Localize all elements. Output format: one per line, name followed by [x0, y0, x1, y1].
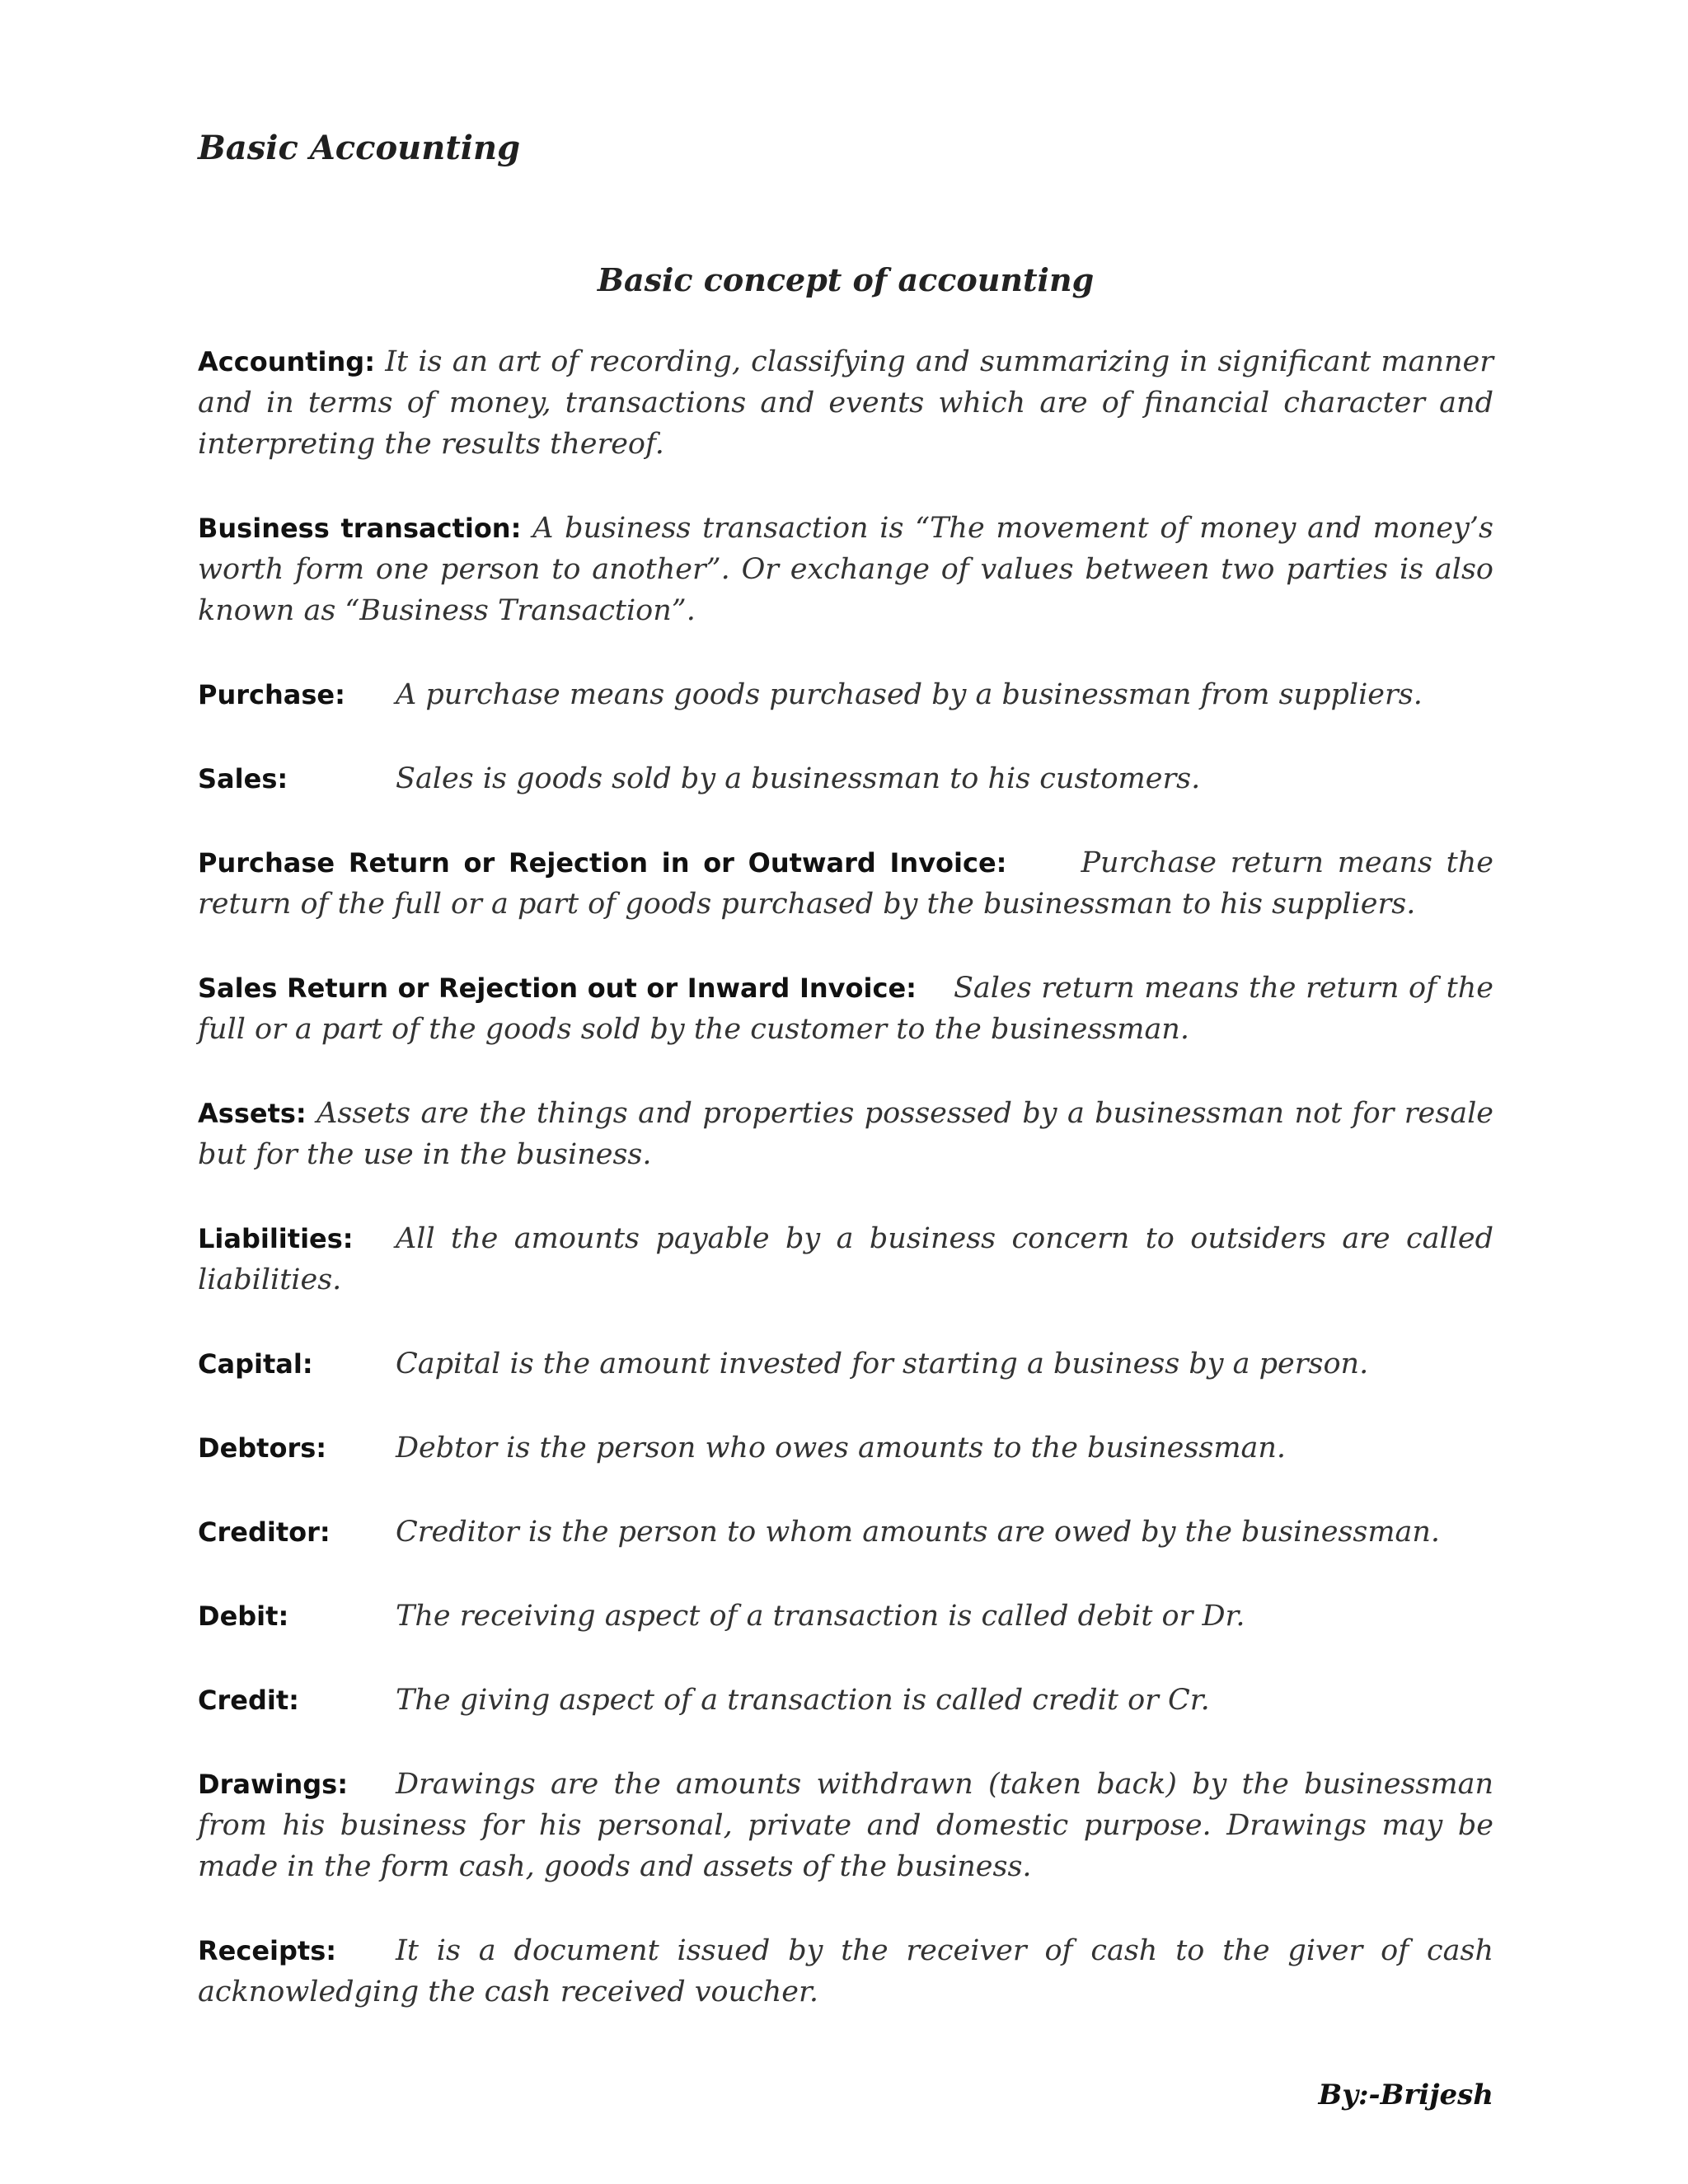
definitions-list	[198, 341, 1493, 2013]
definition-liabilities	[198, 1218, 1493, 1301]
definition-text: A business transaction is “The movement of money and money’s worth form one person to another”. Or exchange of values between two parties is also known as “Business Transaction”.	[198, 512, 1493, 627]
definition-sales-return	[198, 968, 1493, 1050]
term-label: Debtors:	[198, 1432, 327, 1464]
definition-business-transaction	[198, 508, 1493, 631]
term-label: Accounting:	[198, 346, 375, 377]
definition-text: Purchase return means the return of the full or a part of goods purchased by the businessman to his suppliers.	[198, 846, 1494, 921]
definition-debit	[198, 1596, 1493, 1637]
term-label: Purchase Return or Rejection in or Outward Invoice:	[198, 847, 1007, 879]
header-title: Basic Accounting	[198, 129, 521, 167]
definition-purchase-return	[198, 842, 1493, 925]
definition-capital	[198, 1343, 1493, 1385]
document-title: Basic concept of accounting	[597, 261, 1095, 298]
definition-text: It is a document issued by the receiver of cash to the giver of cash acknowledging the cash received voucher.	[198, 1934, 1493, 2008]
term-label: Purchase:	[198, 679, 345, 710]
definition-text: Assets are the things and properties possessed by a businessman not for resale but for the use in the business.	[198, 1097, 1493, 1171]
term-label: Creditor:	[198, 1516, 331, 1548]
definition-text: All the amounts payable by a business concern to outsiders are called liabilities.	[198, 1222, 1493, 1296]
definition-text: Capital is the amount invested for starting a business by a person.	[396, 1347, 1369, 1380]
term-label: Sales:	[198, 763, 288, 794]
term-label: Receipts:	[198, 1935, 337, 1966]
definition-accounting	[198, 341, 1493, 465]
definition-receipts	[198, 1930, 1493, 2013]
definition-text: Debtor is the person who owes amounts to the businessman.	[396, 1432, 1287, 1465]
definition-text: Sales return means the return of the full or a part of the goods sold by the customer to the businessman.	[198, 972, 1494, 1046]
definition-text: Drawings are the amounts withdrawn (taken back) by the businessman from his business for his personal, private and domestic purpose. Drawings may be made in the form cash, goods and assets of the business.	[198, 1768, 1493, 1883]
definition-purchase	[198, 674, 1493, 715]
definition-text: The receiving aspect of a transaction is called debit or Dr.	[396, 1600, 1245, 1633]
term-label: Drawings:	[198, 1769, 348, 1800]
term-label: Sales Return or Rejection out or Inward Invoice:	[198, 972, 917, 1004]
term-label: Credit:	[198, 1685, 299, 1716]
term-label: Debit:	[198, 1601, 289, 1632]
definition-creditor	[198, 1511, 1493, 1553]
definition-text: The giving aspect of a transaction is called credit or Cr.	[396, 1684, 1210, 1717]
definition-sales	[198, 758, 1493, 799]
definition-debtors	[198, 1427, 1493, 1469]
term-label: Assets:	[198, 1098, 307, 1129]
term-label: Business transaction:	[198, 513, 522, 544]
definition-assets	[198, 1093, 1493, 1175]
definition-text: It is an art of recording, classifying and summarizing in significant manner and in terms of money, transactions and events which are of financial character and interpreting the results thereof.	[198, 345, 1493, 461]
author-signature: By:-Brijesh	[1318, 2079, 1493, 2111]
definition-credit	[198, 1680, 1493, 1721]
definition-drawings	[198, 1764, 1493, 1887]
definition-text: A purchase means goods purchased by a businessman from suppliers.	[396, 678, 1423, 711]
definition-text: Sales is goods sold by a businessman to his customers.	[396, 762, 1201, 795]
term-label: Capital:	[198, 1348, 313, 1380]
document-page	[198, 124, 1493, 2055]
term-label: Liabilities:	[198, 1223, 354, 1254]
definition-text: Creditor is the person to whom amounts are owed by the businessman.	[396, 1516, 1441, 1549]
